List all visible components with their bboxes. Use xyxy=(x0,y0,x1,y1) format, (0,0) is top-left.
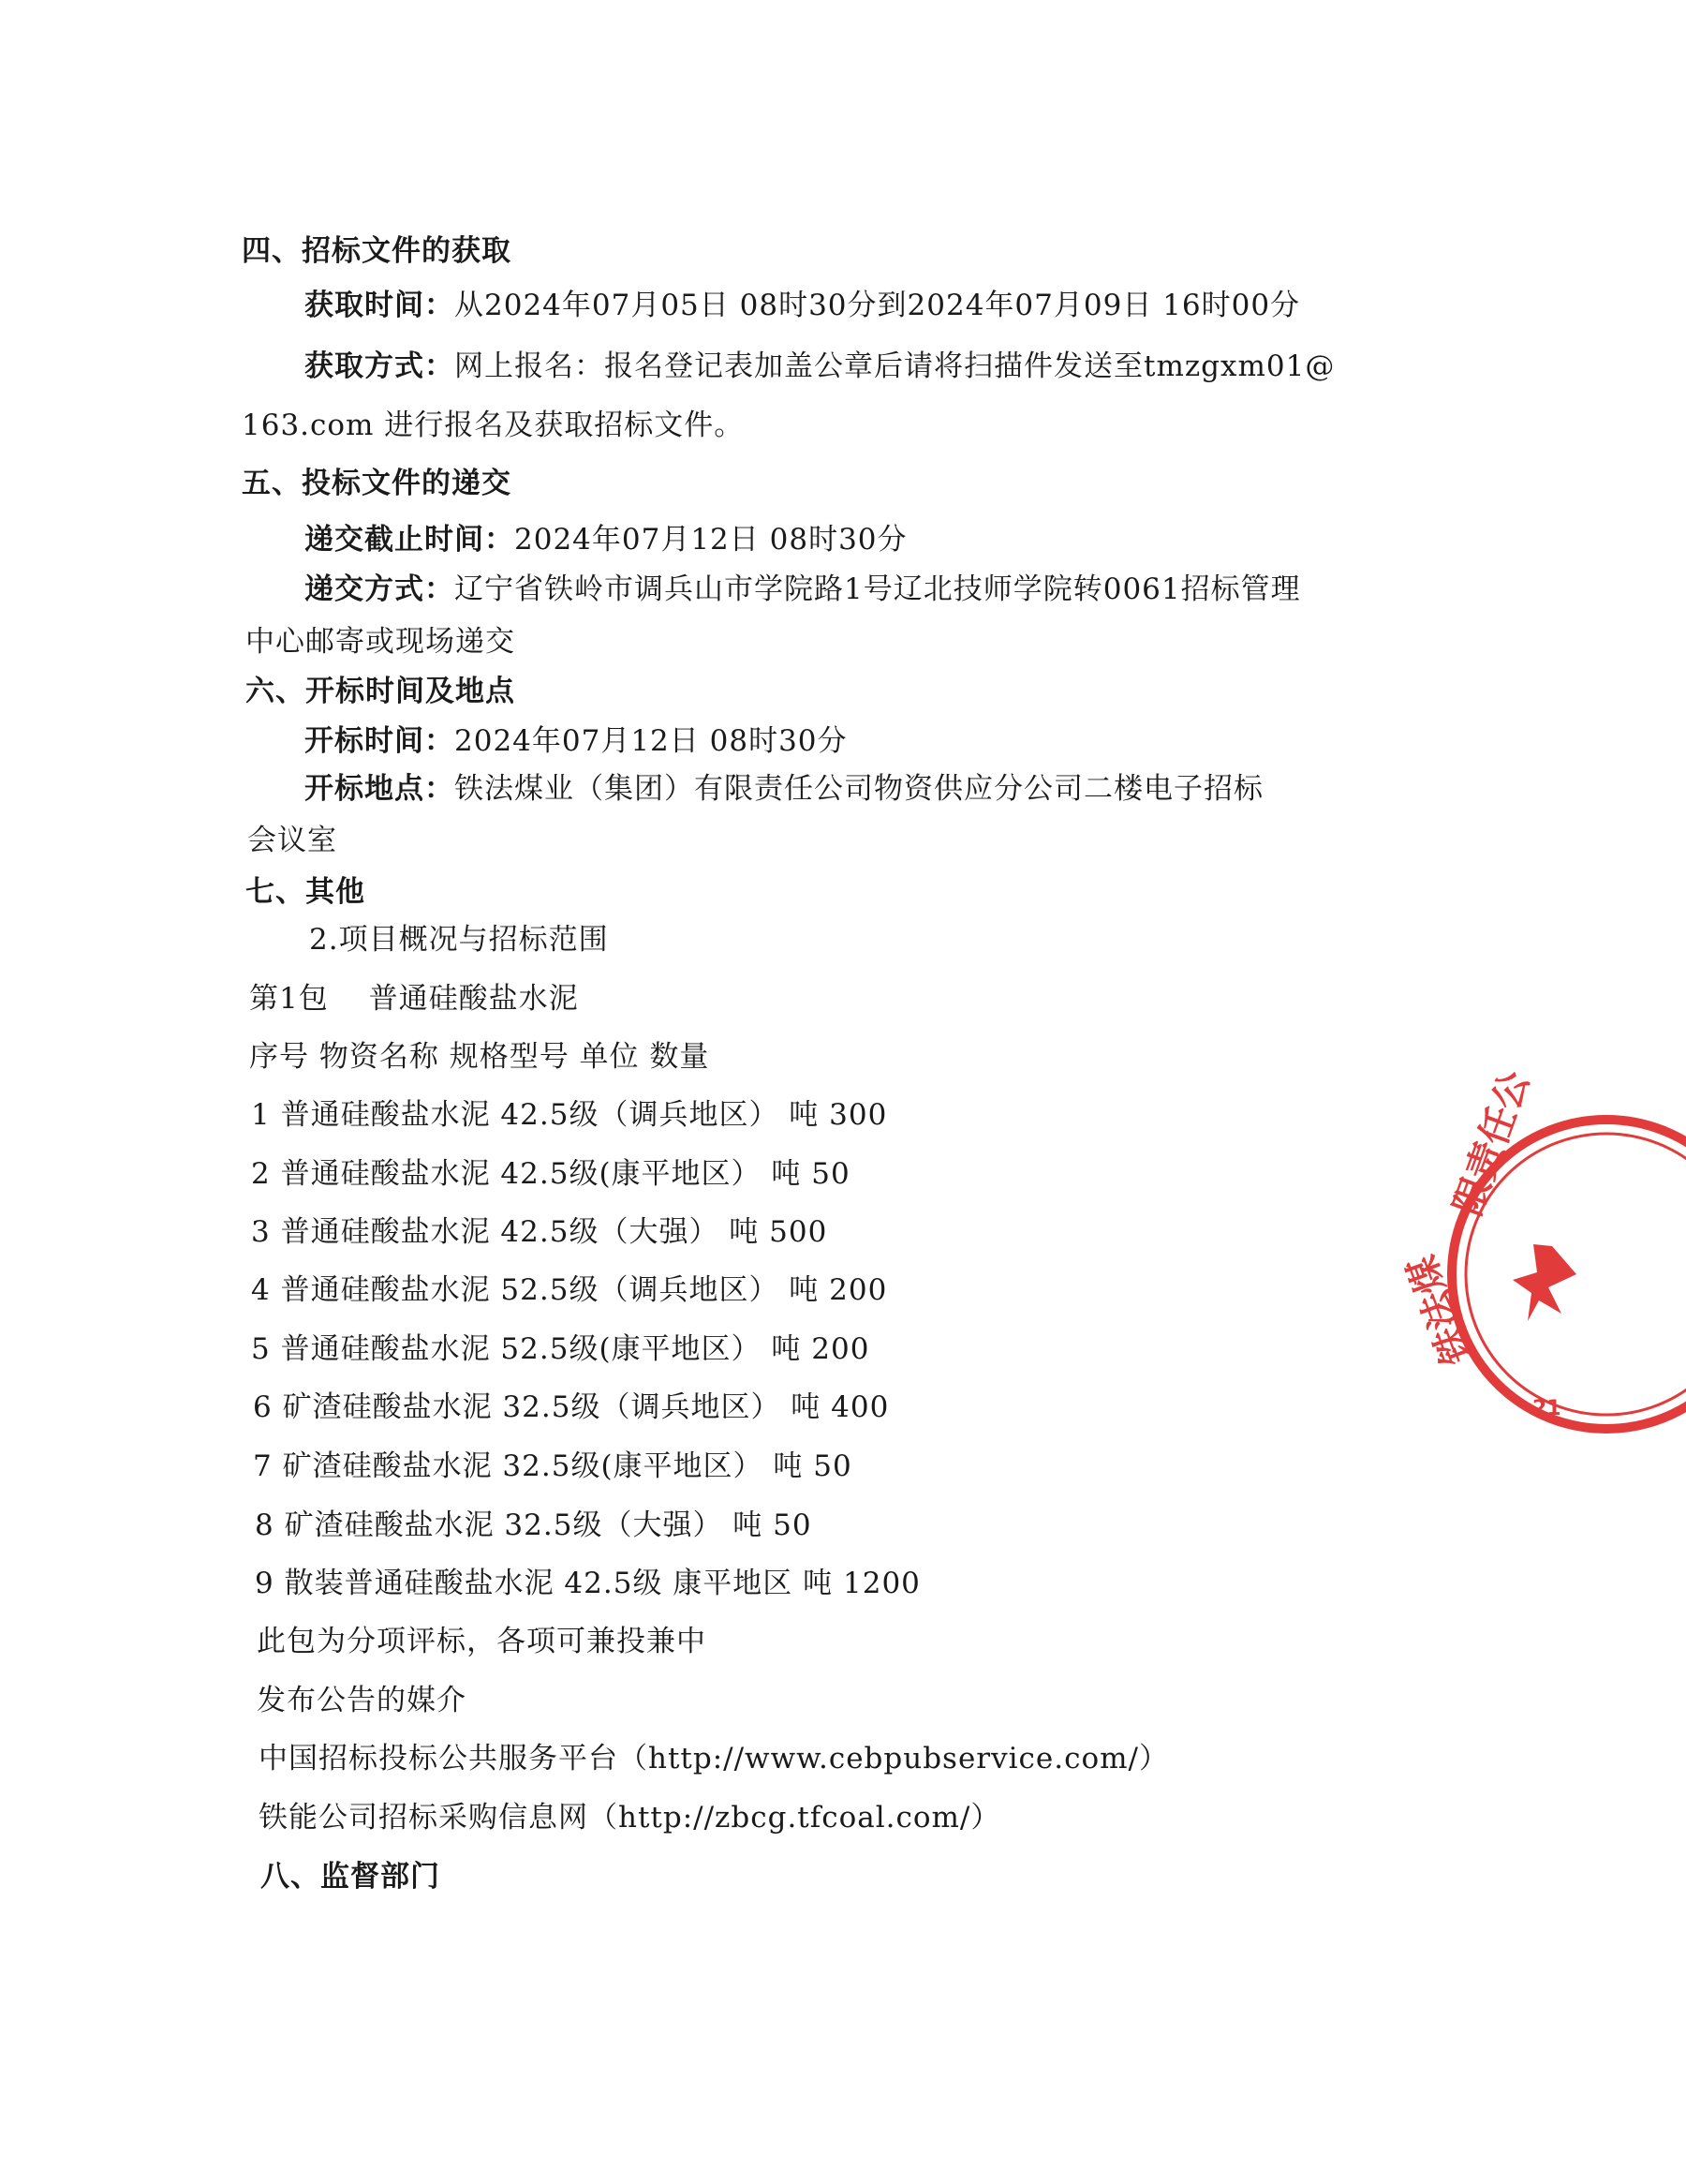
media-title: 发布公告的媒介 xyxy=(257,1684,466,1717)
open-time-label: 开标时间： xyxy=(304,724,454,758)
submit-method-line xyxy=(304,571,1301,608)
item-row: 4 普通硅酸盐水泥 52.5级（调兵地区） 吨 200 xyxy=(251,1273,888,1307)
open-time-line xyxy=(304,722,848,760)
seal-star-icon xyxy=(1513,1244,1576,1321)
section-7-title: 七、其他 xyxy=(245,875,365,909)
section-6-title: 六、开标时间及地点 xyxy=(245,675,515,708)
item-row: 6 矿渣硅酸盐水泥 32.5级（调兵地区） 吨 400 xyxy=(253,1390,890,1424)
evaluation-note: 此包为分项评标，各项可兼投兼中 xyxy=(257,1625,706,1658)
submit-method-label: 递交方式： xyxy=(304,572,454,606)
obtain-method-label: 获取方式： xyxy=(304,349,454,383)
obtain-time-value: 从2024年07月05日 08时30分到2024年07月09日 16时00分 xyxy=(454,289,1301,322)
submit-deadline-label: 递交截止时间： xyxy=(304,523,514,557)
item-row: 9 散装普通硅酸盐水泥 42.5级 康平地区 吨 1200 xyxy=(255,1567,921,1600)
seal-number: 21 xyxy=(1532,1397,1561,1420)
open-place-value: 铁法煤业（集团）有限责任公司物资供应分公司二楼电子招标 xyxy=(454,772,1264,806)
seal-arc-text-bottom: 铁法煤 xyxy=(1400,1249,1480,1371)
item-table-header: 序号 物资名称 规格型号 单位 数量 xyxy=(249,1040,710,1074)
section-8-title: 八、监督部门 xyxy=(260,1860,440,1894)
section-5-title: 五、投标文件的递交 xyxy=(242,467,511,500)
project-overview-subtitle: 2.项目概况与招标范围 xyxy=(309,923,609,957)
open-time-value: 2024年07月12日 08时30分 xyxy=(454,724,848,758)
media-cebpubservice: 中国招标投标公共服务平台（http://www.cebpubservice.com/） xyxy=(259,1742,1169,1775)
submit-method-value: 辽宁省铁岭市调兵山市学院路1号辽北技师学院转0061招标管理 xyxy=(454,572,1301,606)
obtain-method-value: 网上报名：报名登记表加盖公章后请将扫描件发送至tmzgxm01@ xyxy=(454,349,1336,383)
item-row: 1 普通硅酸盐水泥 42.5级（调兵地区） 吨 300 xyxy=(251,1098,888,1132)
item-row: 5 普通硅酸盐水泥 52.5级(康平地区） 吨 200 xyxy=(251,1332,870,1366)
company-seal xyxy=(1400,1065,1686,1443)
seal-outer-ring xyxy=(1452,1120,1686,1429)
item-row: 2 普通硅酸盐水泥 42.5级(康平地区） 吨 50 xyxy=(251,1157,850,1191)
obtain-time-label: 获取时间： xyxy=(304,289,454,322)
obtain-time-line xyxy=(304,287,1300,324)
submit-deadline-value: 2024年07月12日 08时30分 xyxy=(514,523,908,557)
section-4-title: 四、招标文件的获取 xyxy=(242,234,511,268)
obtain-method-continued: 163.com 进行报名及获取招标文件。 xyxy=(242,409,745,442)
open-place-continued: 会议室 xyxy=(247,824,337,857)
item-row: 8 矿渣硅酸盐水泥 32.5级（大强） 吨 50 xyxy=(255,1508,812,1542)
obtain-method-line xyxy=(304,348,1335,385)
item-row: 3 普通硅酸盐水泥 42.5级（大强） 吨 500 xyxy=(251,1215,828,1249)
item-row: 7 矿渣硅酸盐水泥 32.5级(康平地区） 吨 50 xyxy=(253,1449,852,1483)
seal-inner-ring xyxy=(1466,1134,1686,1415)
submit-method-continued: 中心邮寄或现场递交 xyxy=(245,625,515,659)
open-place-line xyxy=(304,770,1264,808)
media-tfcoal: 铁能公司招标采购信息网（http://zbcg.tfcoal.com/） xyxy=(259,1801,1001,1835)
submit-deadline-line xyxy=(304,521,908,558)
package-title: 第1包 普通硅酸盐水泥 xyxy=(249,982,579,1016)
open-place-label: 开标地点： xyxy=(304,772,454,806)
seal-arc-text-top: 限责任公 xyxy=(1446,1065,1539,1222)
